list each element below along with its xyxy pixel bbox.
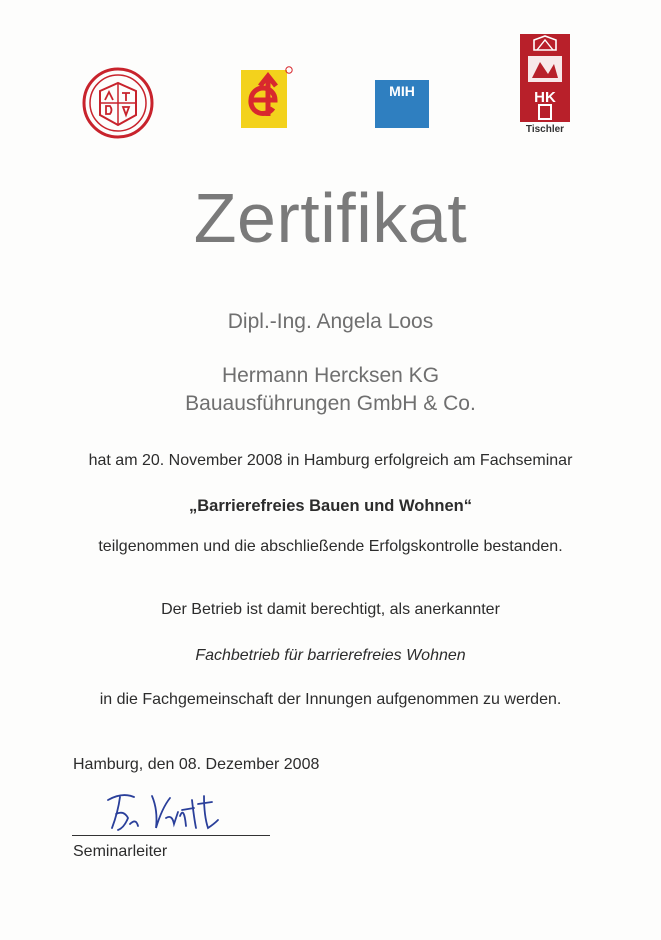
hk-logo-text: HK xyxy=(534,89,556,106)
mih-logo xyxy=(375,80,429,128)
signature-label: Seminarleiter xyxy=(73,843,168,860)
seminar-title: „Barrierefreies Bauen und Wohnen“ xyxy=(188,497,472,515)
hk-logo-caption: Tischler xyxy=(525,124,565,135)
admission-text: in die Fachgemeinschaft der Innungen aufgenommen zu werden. xyxy=(99,691,562,708)
authorization-text: Der Betrieb ist damit berechtigt, als anerkannter xyxy=(161,601,500,618)
certificate-title: Zertifikat xyxy=(193,179,468,257)
company-name xyxy=(0,362,661,418)
recipient-name: Dipl.-Ing. Angela Loos xyxy=(227,310,434,333)
hk-tischler-logo xyxy=(520,34,570,130)
atd-guild-logo xyxy=(82,67,154,139)
passed-text: teilgenommen und die abschließende Erfolgskontrolle bestanden. xyxy=(98,538,563,555)
place-and-date: Hamburg, den 08. Dezember 2008 xyxy=(73,756,320,773)
signature-line xyxy=(72,835,270,836)
mih-logo-text: MIH xyxy=(389,83,415,99)
handwritten-signature xyxy=(100,788,230,838)
electro-e-logo xyxy=(241,66,293,128)
participation-text: hat am 20. November 2008 in Hamburg erfolgreich am Fachseminar xyxy=(88,452,573,469)
company-line-1: Hermann Hercksen KG xyxy=(221,364,440,387)
company-line-2: Bauausführungen GmbH & Co. xyxy=(185,392,476,415)
specialist-designation: Fachbetrieb für barrierefreies Wohnen xyxy=(195,647,466,664)
